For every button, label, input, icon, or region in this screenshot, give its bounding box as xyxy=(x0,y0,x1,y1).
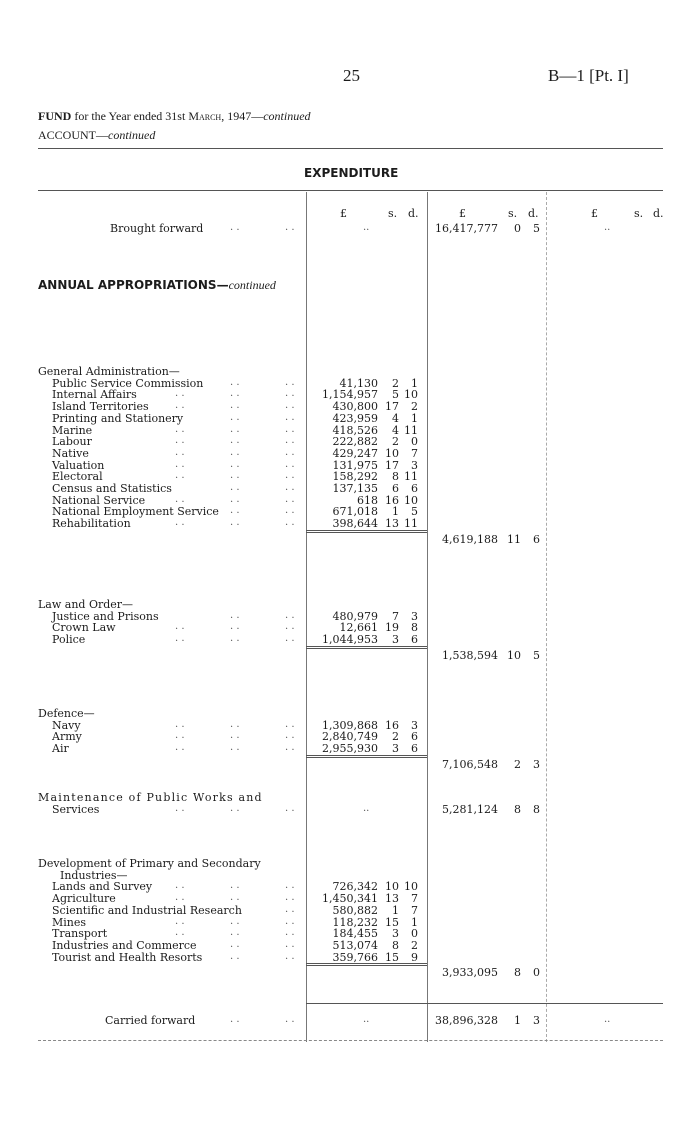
line-item-leader: . . xyxy=(175,388,185,400)
line-item-pounds: 184,455 xyxy=(332,927,378,941)
group-subtotal-rule-double xyxy=(306,757,427,758)
line-item-leader: . . xyxy=(285,718,295,730)
line-item-leader: . . xyxy=(230,435,240,447)
carried-forward-col2-pounds: 38,896,328 xyxy=(435,1014,498,1027)
group-heading: Defence— xyxy=(38,707,95,720)
line-item-leader: . . xyxy=(285,903,295,915)
line-item-pence: 11 xyxy=(404,470,418,484)
line-item-leader: . . xyxy=(175,633,185,645)
line-item-pence: 10 xyxy=(404,880,418,894)
line-item-leader: . . xyxy=(175,915,185,927)
group-heading-continued: Industries— xyxy=(60,868,128,882)
carried-forward-col2-d: 3 xyxy=(533,1014,540,1027)
brought-forward-col2-pounds: 16,417,777 xyxy=(435,222,498,235)
line-item-shillings: 3 xyxy=(392,927,399,941)
line-item-leader: . . xyxy=(285,730,295,742)
line-item-leader: . . xyxy=(285,400,295,412)
group-heading: General Administration— xyxy=(38,365,180,378)
header-rule xyxy=(38,148,663,149)
section-title: EXPENDITURE xyxy=(304,166,399,180)
line-item-shillings: 4 xyxy=(392,423,399,437)
carried-forward-col2-s: 1 xyxy=(514,1014,521,1027)
line-item-label: Census and Statistics xyxy=(52,482,172,495)
line-item-shillings: 7 xyxy=(392,609,399,623)
col2-d-head: d. xyxy=(528,207,539,220)
line-item-pence: 0 xyxy=(411,435,418,449)
line-item-label: Valuation xyxy=(52,458,105,472)
line-item-pence: 1 xyxy=(411,915,418,929)
line-item-leader: . . xyxy=(230,470,240,482)
group-total-shillings: 8 xyxy=(514,966,521,980)
col3-d-head: d. xyxy=(653,207,664,220)
line-item-shillings: 4 xyxy=(392,411,399,425)
line-item-label: Marine xyxy=(52,423,93,437)
line-item-pounds: 1,450,341 xyxy=(322,892,378,906)
line-item-leader: . . xyxy=(175,892,185,904)
line-item-shillings: 2 xyxy=(392,376,399,390)
line-item-shillings: 10 xyxy=(385,880,399,894)
group-total-shillings: 10 xyxy=(507,648,521,662)
line-item-leader: . . xyxy=(230,880,240,892)
line-item-pence: 2 xyxy=(411,938,418,952)
line-item-leader: . . xyxy=(230,802,240,814)
line-item-leader: . . xyxy=(230,927,240,939)
line-item-pence: 10 xyxy=(404,493,418,507)
line-item-pounds: 1,309,868 xyxy=(322,718,378,732)
line-item-pence: 2 xyxy=(411,400,418,414)
line-item-leader: . . xyxy=(285,388,295,400)
line-item-pounds: 222,882 xyxy=(332,435,378,449)
line-item-label: Printing and Stationery xyxy=(52,411,184,425)
line-item-leader: . . xyxy=(230,517,240,529)
brought-forward-label: Brought forward xyxy=(110,222,204,235)
brought-forward-leader-1: . . xyxy=(230,222,240,233)
line-item-leader: . . xyxy=(175,621,185,633)
line-item-leader: . . xyxy=(230,423,240,435)
group-heading: Law and Order— xyxy=(38,598,134,611)
account-heading xyxy=(38,128,155,143)
fund-year: 1947— xyxy=(227,109,264,123)
group-heading: Maintenance of Public Works and xyxy=(38,791,263,804)
line-item-shillings: 2 xyxy=(392,730,399,744)
line-item-leader: . . xyxy=(230,633,240,645)
group-total-shillings: 8 xyxy=(514,802,521,816)
line-item-label: Justice and Prisons xyxy=(52,609,159,623)
col3-pound-head: £ xyxy=(591,207,598,220)
fund-month: March, xyxy=(188,109,225,123)
line-item-label: National Service xyxy=(52,493,146,507)
line-item-leader: . . xyxy=(230,915,240,927)
brought-forward-col2-d: 5 xyxy=(533,222,540,235)
line-item-leader: . . xyxy=(285,411,295,423)
group-subtotal-rule xyxy=(306,755,427,756)
line-item-pounds: 480,979 xyxy=(332,609,378,623)
line-item-leader: . . xyxy=(230,458,240,470)
line-item-leader: . . xyxy=(175,470,185,482)
line-item-label: Crown Law xyxy=(52,621,116,635)
line-item-leader: . . xyxy=(285,493,295,505)
line-item-pounds: 41,130 xyxy=(339,376,378,390)
line-item-leader: . . xyxy=(175,718,185,730)
brought-forward-col2-s: 0 xyxy=(514,222,521,235)
line-item-pence: 6 xyxy=(411,730,418,744)
group-heading: Development of Primary and Secondary xyxy=(38,857,261,870)
line-item-leader: . . xyxy=(230,621,240,633)
line-item-leader: . . xyxy=(285,915,295,927)
line-item-leader: . . xyxy=(230,400,240,412)
carried-forward-leader-1: . . xyxy=(230,1014,240,1025)
line-item-leader: . . xyxy=(285,633,295,645)
line-item-leader: . . xyxy=(285,505,295,517)
line-item-leader: . . xyxy=(285,621,295,633)
line-item-amount-blank: .. xyxy=(363,802,370,814)
line-item-pounds: 12,661 xyxy=(339,621,378,635)
group-subtotal-rule-double xyxy=(306,648,427,649)
line-item-pounds: 2,840,749 xyxy=(322,730,378,744)
group-total-pounds: 3,933,095 xyxy=(442,966,498,980)
line-item-shillings: 13 xyxy=(385,517,399,531)
line-item-pounds: 418,526 xyxy=(332,423,378,437)
annual-appropriations-heading xyxy=(38,278,276,293)
line-item-leader: . . xyxy=(285,435,295,447)
line-item-label: Internal Affairs xyxy=(52,388,137,402)
line-item-shillings: 8 xyxy=(392,470,399,484)
line-item-pounds: 423,959 xyxy=(332,411,378,425)
line-item-label: Police xyxy=(52,633,86,647)
line-item-label: Tourist and Health Resorts xyxy=(52,950,203,964)
line-item-shillings: 1 xyxy=(392,505,399,519)
line-item-shillings: 8 xyxy=(392,938,399,952)
line-item-leader: . . xyxy=(285,742,295,754)
line-item-leader: . . xyxy=(175,435,185,447)
line-item-pounds: 1,044,953 xyxy=(322,633,378,647)
line-item-shillings: 16 xyxy=(385,718,399,732)
line-item-label: Rehabilitation xyxy=(52,517,131,531)
line-item-label: National Employment Service xyxy=(52,505,219,519)
group-subtotal-rule xyxy=(306,530,427,531)
line-item-leader: . . xyxy=(230,376,240,388)
line-item-label: Industries and Commerce xyxy=(52,938,197,952)
line-item-label: Mines xyxy=(52,915,87,929)
line-item-leader: . . xyxy=(230,505,240,517)
line-item-pounds: 618 xyxy=(357,493,378,507)
line-item-leader: . . xyxy=(230,730,240,742)
line-item-leader: . . xyxy=(285,927,295,939)
line-item-pounds: 671,018 xyxy=(332,505,378,519)
group-total-pounds: 4,619,188 xyxy=(442,532,498,546)
line-item-leader: . . xyxy=(175,400,185,412)
line-item-shillings: 1 xyxy=(392,903,399,917)
column-rule-3 xyxy=(546,192,547,1042)
line-item-pounds: 726,342 xyxy=(332,880,378,894)
line-item-shillings: 15 xyxy=(385,950,399,964)
fund-text: for the Year ended 31st xyxy=(74,109,186,123)
line-item-label: Services xyxy=(52,802,100,816)
line-item-shillings: 3 xyxy=(392,633,399,647)
line-item-leader: . . xyxy=(230,388,240,400)
line-item-pence: 3 xyxy=(411,458,418,472)
line-item-label: Navy xyxy=(52,718,81,732)
line-item-label: Island Territories xyxy=(52,400,149,414)
line-item-leader: . . xyxy=(175,458,185,470)
carried-forward-leader-2: . . xyxy=(285,1014,295,1025)
line-item-label: Army xyxy=(52,730,82,744)
line-item-shillings: 16 xyxy=(385,493,399,507)
line-item-leader: . . xyxy=(230,493,240,505)
account-continued: continued xyxy=(108,128,156,142)
line-item-pounds: 1,154,957 xyxy=(322,388,378,402)
document-reference: B—1 [Pt. I] xyxy=(548,66,629,85)
annual-label: ANNUAL APPROPRIATIONS— xyxy=(38,278,229,292)
line-item-pounds: 359,766 xyxy=(332,950,378,964)
line-item-leader: . . xyxy=(175,423,185,435)
line-item-leader: . . xyxy=(175,927,185,939)
line-item-leader: . . xyxy=(285,446,295,458)
line-item-shillings: 10 xyxy=(385,446,399,460)
line-item-leader: . . xyxy=(285,802,295,814)
line-item-leader: . . xyxy=(285,892,295,904)
col1-pound-head: £ xyxy=(340,207,347,220)
line-item-leader: . . xyxy=(175,493,185,505)
table-bottom-rule xyxy=(38,1040,663,1041)
line-item-leader: . . xyxy=(285,609,295,621)
line-item-shillings: 2 xyxy=(392,435,399,449)
brought-forward-col3: .. xyxy=(604,222,611,233)
line-item-leader: . . xyxy=(285,938,295,950)
line-item-leader: . . xyxy=(285,470,295,482)
col1-s-head: s. xyxy=(388,207,398,220)
line-item-leader: . . xyxy=(230,446,240,458)
line-item-pounds: 429,247 xyxy=(332,446,378,460)
line-item-leader: . . xyxy=(285,482,295,493)
line-item-pence: 11 xyxy=(404,517,418,531)
line-item-leader: . . xyxy=(230,609,240,621)
line-item-pounds: 580,882 xyxy=(332,903,378,917)
column-rule-2 xyxy=(427,192,428,1042)
group-subtotal-rule-double xyxy=(306,965,427,966)
line-item-leader: . . xyxy=(175,446,185,458)
line-item-label: Labour xyxy=(52,435,92,449)
column-rule-1 xyxy=(306,192,307,1042)
line-item-leader: . . xyxy=(175,802,185,814)
line-item-leader: . . xyxy=(230,482,240,493)
line-item-leader: . . xyxy=(285,517,295,529)
line-item-pounds: 430,800 xyxy=(332,400,378,414)
line-item-pounds: 131,975 xyxy=(332,458,378,472)
annual-continued: continued xyxy=(228,278,276,292)
line-item-leader: . . xyxy=(230,938,240,950)
line-item-label: Public Service Commission xyxy=(52,376,204,390)
line-item-pence: 7 xyxy=(411,892,418,906)
line-item-label: Native xyxy=(52,446,89,460)
line-item-leader: . . xyxy=(175,742,185,754)
line-item-pence: 5 xyxy=(411,505,418,519)
line-item-label: Air xyxy=(52,742,69,756)
line-item-leader: . . xyxy=(230,950,240,962)
line-item-leader: . . xyxy=(230,892,240,904)
line-item-pence: 7 xyxy=(411,446,418,460)
line-item-pence: 6 xyxy=(411,482,418,495)
line-item-pence: 8 xyxy=(411,621,418,635)
line-item-leader: . . xyxy=(230,718,240,730)
line-item-pounds: 118,232 xyxy=(332,915,378,929)
line-item-label: Agriculture xyxy=(52,892,116,906)
line-item-pence: 0 xyxy=(411,927,418,941)
line-item-pence: 7 xyxy=(411,903,418,917)
line-item-label: Scientific and Industrial Research xyxy=(52,903,242,917)
group-total-pounds: 5,281,124 xyxy=(442,802,498,816)
col1-d-head: d. xyxy=(408,207,419,220)
line-item-leader: . . xyxy=(285,458,295,470)
line-item-leader: . . xyxy=(285,423,295,435)
fund-word: FUND xyxy=(38,109,72,123)
brought-forward-col1: .. xyxy=(363,222,370,233)
line-item-shillings: 5 xyxy=(392,388,399,402)
group-total-pence: 8 xyxy=(533,802,540,816)
group-total-pounds: 7,106,548 xyxy=(442,757,498,771)
fund-heading xyxy=(38,109,311,124)
group-subtotal-rule xyxy=(306,963,427,964)
group-subtotal-rule-double xyxy=(306,532,427,533)
line-item-pounds: 2,955,930 xyxy=(322,742,378,756)
line-item-pence: 1 xyxy=(411,376,418,390)
line-item-pence: 10 xyxy=(404,388,418,402)
line-item-pence: 3 xyxy=(411,718,418,732)
line-item-pounds: 513,074 xyxy=(332,938,378,952)
page-number: 25 xyxy=(343,66,360,85)
group-total-pounds: 1,538,594 xyxy=(442,648,498,662)
group-total-pence: 0 xyxy=(533,966,540,980)
line-item-leader: . . xyxy=(285,376,295,388)
line-item-pounds: 137,135 xyxy=(332,482,378,495)
line-item-leader: . . xyxy=(175,880,185,892)
group-total-pence: 6 xyxy=(533,532,540,546)
line-item-pence: 6 xyxy=(411,742,418,756)
line-item-shillings: 19 xyxy=(385,621,399,635)
line-item-shillings: 13 xyxy=(385,892,399,906)
line-item-leader: . . xyxy=(230,742,240,754)
brought-forward-leader-2: . . xyxy=(285,222,295,233)
line-item-pounds: 398,644 xyxy=(332,517,378,531)
line-item-shillings: 17 xyxy=(385,400,399,414)
col2-s-head: s. xyxy=(508,207,518,220)
line-item-pence: 3 xyxy=(411,609,418,623)
group-total-pence: 3 xyxy=(533,757,540,771)
line-item-leader: . . xyxy=(175,730,185,742)
table-top-rule xyxy=(38,190,663,191)
line-item-label: Transport xyxy=(52,927,108,941)
group-total-shillings: 11 xyxy=(507,532,521,546)
col2-pound-head: £ xyxy=(459,207,466,220)
carried-forward-label: Carried forward xyxy=(105,1014,196,1027)
col3-s-head: s. xyxy=(634,207,644,220)
fund-continued: continued xyxy=(263,109,311,123)
line-item-pence: 9 xyxy=(411,950,418,964)
line-item-pence: 1 xyxy=(411,411,418,425)
carried-forward-col1: .. xyxy=(363,1014,370,1025)
line-item-leader: . . xyxy=(175,517,185,529)
line-item-shillings: 6 xyxy=(392,482,399,495)
line-item-shillings: 15 xyxy=(385,915,399,929)
line-item-shillings: 3 xyxy=(392,742,399,756)
line-item-pence: 11 xyxy=(404,423,418,437)
line-item-label: Lands and Survey xyxy=(52,880,153,894)
line-item-pence: 6 xyxy=(411,633,418,647)
group-subtotal-rule xyxy=(306,646,427,647)
line-item-pounds: 158,292 xyxy=(332,470,378,484)
account-word: ACCOUNT— xyxy=(38,128,109,142)
line-item-leader: . . xyxy=(230,411,240,423)
carried-forward-col3: .. xyxy=(604,1014,611,1025)
line-item-leader: . . xyxy=(285,950,295,962)
group-total-pence: 5 xyxy=(533,648,540,662)
line-item-shillings: 17 xyxy=(385,458,399,472)
line-item-label: Electoral xyxy=(52,470,103,484)
carried-forward-top-rule xyxy=(306,1003,663,1004)
group-total-shillings: 2 xyxy=(514,757,521,771)
line-item-leader: . . xyxy=(285,880,295,892)
